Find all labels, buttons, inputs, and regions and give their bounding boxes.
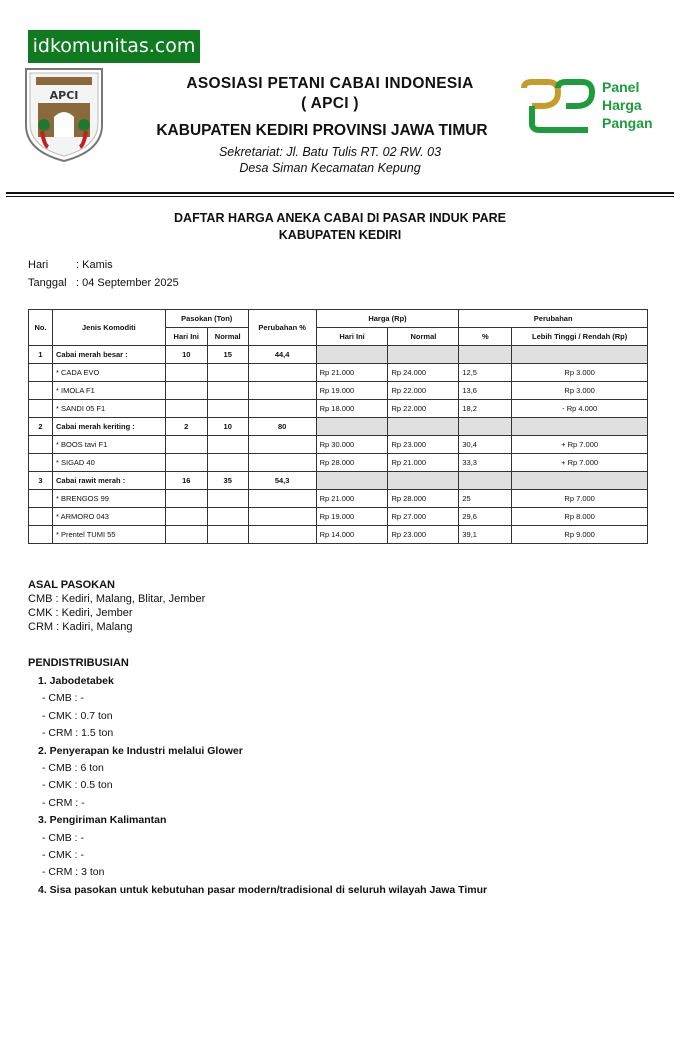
asal-line: CRM : Kadiri, Malang xyxy=(28,621,133,633)
cell-h-normal xyxy=(388,472,459,490)
cell-lebih xyxy=(512,418,648,436)
cell-pct: 13,6 xyxy=(459,382,512,400)
table-row xyxy=(29,526,648,544)
cell-pct: 39,1 xyxy=(459,526,512,544)
cell-p-hari xyxy=(165,508,207,526)
cell-h-hari: Rp 30.000 xyxy=(316,436,388,454)
document-title-line-1: DAFTAR HARGA ANEKA CABAI DI PASAR INDUK PARE xyxy=(174,211,506,225)
cell-lebih xyxy=(512,346,648,364)
cell-p-pct xyxy=(248,454,316,472)
cell-h-hari: Rp 18.000 xyxy=(316,400,388,418)
logo-line-1: Panel xyxy=(602,79,640,95)
cell-jenis: * Prentel TUMI 55 xyxy=(52,526,165,544)
address-line-1: Sekretariat: Jl. Batu Tulis RT. 02 RW. 03 xyxy=(218,145,442,159)
pendistribusian-title xyxy=(28,656,129,670)
header-harga-hari-ini: Hari Ini xyxy=(316,328,388,346)
cell-h-normal: Rp 28.000 xyxy=(388,490,459,508)
cell-h-hari: Rp 21.000 xyxy=(316,364,388,382)
cell-p-pct xyxy=(248,400,316,418)
cell-p-hari: 10 xyxy=(165,346,207,364)
cell-p-normal xyxy=(207,364,248,382)
table-row xyxy=(29,454,648,472)
cell-lebih: Rp 3.000 xyxy=(512,364,648,382)
logo-line-3: Pangan xyxy=(602,115,653,131)
table-row xyxy=(29,490,648,508)
dist-subitem: - CMB : - xyxy=(42,692,84,705)
header-harga: Harga (Rp) xyxy=(316,310,459,328)
dist-subitem: - CRM : - xyxy=(42,796,85,809)
price-table xyxy=(28,309,648,544)
cell-jenis: Cabai merah besar : xyxy=(52,346,165,364)
document-title-line-2: KABUPATEN KEDIRI xyxy=(278,228,402,242)
watermark-label: idkomunitas.com xyxy=(28,30,200,63)
asal-line: CMB : Kediri, Malang, Blitar, Jember xyxy=(28,593,206,605)
hari-value: : Kamis xyxy=(76,259,113,271)
cell-p-hari xyxy=(165,364,207,382)
cell-p-normal: 10 xyxy=(207,418,248,436)
header-perubahan-pct: Perubahan % xyxy=(248,310,316,346)
cell-pct xyxy=(459,346,512,364)
cell-h-hari: Rp 28.000 xyxy=(316,454,388,472)
cell-no: 2 xyxy=(29,418,53,436)
cell-lebih: + Rp 7.000 xyxy=(512,436,648,454)
cell-lebih: Rp 8.000 xyxy=(512,508,648,526)
dist-subitem: - CMB : 6 ton xyxy=(42,762,104,775)
meta-tanggal xyxy=(28,277,179,289)
cell-p-pct: 44,4 xyxy=(248,346,316,364)
cell-h-normal: Rp 21.000 xyxy=(388,454,459,472)
cell-h-hari: Rp 19.000 xyxy=(316,382,388,400)
pendistribusian-list xyxy=(38,673,487,899)
header-divider xyxy=(6,192,674,194)
cell-jenis: * SANDI 05 F1 xyxy=(52,400,165,418)
cell-no xyxy=(29,454,53,472)
cell-jenis: * IMOLA F1 xyxy=(52,382,165,400)
cell-p-hari xyxy=(165,400,207,418)
cell-h-hari: Rp 14.000 xyxy=(316,526,388,544)
cell-p-normal xyxy=(207,400,248,418)
cell-h-normal: Rp 23.000 xyxy=(388,526,459,544)
meta-hari xyxy=(28,259,113,271)
cell-pct: 29,6 xyxy=(459,508,512,526)
dist-subitem: - CMK : 0.7 ton xyxy=(42,709,113,722)
cell-h-hari xyxy=(316,472,388,490)
cell-h-hari xyxy=(316,346,388,364)
dist-subitem: - CMB : - xyxy=(42,831,84,844)
cell-p-pct: 80 xyxy=(248,418,316,436)
cell-p-normal: 15 xyxy=(207,346,248,364)
asal-pasokan-title: ASAL PASOKAN xyxy=(28,579,115,591)
cell-p-pct xyxy=(248,508,316,526)
cell-p-pct: 54,3 xyxy=(248,472,316,490)
header-jenis: Jenis Komoditi xyxy=(52,310,165,346)
cell-h-normal: Rp 27.000 xyxy=(388,508,459,526)
cell-h-hari xyxy=(316,418,388,436)
header-normal: Normal xyxy=(207,328,248,346)
cell-jenis: * BRENGOS 99 xyxy=(52,490,165,508)
cell-p-hari: 16 xyxy=(165,472,207,490)
cell-h-normal: Rp 22.000 xyxy=(388,400,459,418)
cell-p-hari: 2 xyxy=(165,418,207,436)
cell-lebih xyxy=(512,472,648,490)
cell-h-normal: Rp 22.000 xyxy=(388,382,459,400)
logo-line-2: Harga xyxy=(602,97,642,113)
org-abbrev: ( APCI ) xyxy=(301,95,359,112)
org-region: KABUPATEN KEDIRI PROVINSI JAWA TIMUR xyxy=(156,122,488,139)
table-row xyxy=(29,382,648,400)
cell-p-pct xyxy=(248,490,316,508)
cell-p-pct xyxy=(248,526,316,544)
org-name: ASOSIASI PETANI CABAI INDONESIA xyxy=(186,75,474,92)
cell-h-hari: Rp 19.000 xyxy=(316,508,388,526)
dist-subitem: - CRM : 1.5 ton xyxy=(42,727,114,740)
cell-jenis: * BOOS tavi F1 xyxy=(52,436,165,454)
cell-h-normal xyxy=(388,346,459,364)
cell-pct xyxy=(459,472,512,490)
dist-subitem: - CMK : 0.5 ton xyxy=(42,779,113,792)
cell-h-hari: Rp 21.000 xyxy=(316,490,388,508)
dist-item-1: 1. Jabodetabek xyxy=(38,675,114,687)
tanggal-label: Tanggal xyxy=(28,277,67,289)
cell-h-normal: Rp 24.000 xyxy=(388,364,459,382)
cell-p-normal xyxy=(207,526,248,544)
cell-h-normal: Rp 23.000 xyxy=(388,436,459,454)
cell-lebih: - Rp 4.000 xyxy=(512,400,648,418)
cell-no xyxy=(29,526,53,544)
cell-jenis: * SIGAD 40 xyxy=(52,454,165,472)
header-harga-normal: Normal xyxy=(388,328,459,346)
header-divider-thin xyxy=(6,196,674,197)
cell-h-normal xyxy=(388,418,459,436)
hari-label: Hari xyxy=(28,259,49,271)
header-pasokan: Pasokan (Ton) xyxy=(165,310,248,328)
dist-item-2: 2. Penyerapan ke Industri melalui Glower xyxy=(38,744,243,757)
cell-no: 3 xyxy=(29,472,53,490)
asal-line: CMK : Kediri, Jember xyxy=(28,607,133,619)
cell-p-hari xyxy=(165,526,207,544)
cell-pct: 18,2 xyxy=(459,400,512,418)
header-hari-ini: Hari Ini xyxy=(165,328,207,346)
cell-p-normal xyxy=(207,454,248,472)
cell-p-normal xyxy=(207,490,248,508)
panel-harga-pangan-text xyxy=(602,78,653,132)
table-row xyxy=(29,400,648,418)
org-title xyxy=(150,74,510,114)
document-title xyxy=(120,210,560,244)
cell-lebih: Rp 7.000 xyxy=(512,490,648,508)
apci-logo-text: APCI xyxy=(49,89,79,102)
table-row xyxy=(29,364,648,382)
cell-p-normal xyxy=(207,436,248,454)
table-row xyxy=(29,436,648,454)
cell-p-normal xyxy=(207,508,248,526)
table-group-row xyxy=(29,346,648,364)
table-group-row xyxy=(29,472,648,490)
apci-logo xyxy=(22,65,106,163)
cell-p-pct xyxy=(248,364,316,382)
cell-no xyxy=(29,436,53,454)
cell-pct: 12,5 xyxy=(459,364,512,382)
asal-pasokan-section xyxy=(28,578,205,634)
cell-pct: 25 xyxy=(459,490,512,508)
header-lebih: Lebih Tinggi / Rendah (Rp) xyxy=(512,328,648,346)
cell-jenis: Cabai rawit merah : xyxy=(52,472,165,490)
cell-no xyxy=(29,400,53,418)
cell-no xyxy=(29,382,53,400)
table-row xyxy=(29,508,648,526)
cell-p-hari xyxy=(165,490,207,508)
cell-p-normal: 35 xyxy=(207,472,248,490)
tanggal-value: : 04 September 2025 xyxy=(76,277,179,289)
cell-jenis: * CADA EVO xyxy=(52,364,165,382)
cell-p-pct xyxy=(248,436,316,454)
cell-pct: 30,4 xyxy=(459,436,512,454)
pendistribusian-heading: PENDISTRIBUSIAN xyxy=(28,657,129,669)
dist-item-4: 4. Sisa pasokan untuk kebutuhan pasar modern/tradisional di seluruh wilayah Jawa Timur xyxy=(38,883,488,896)
cell-p-hari xyxy=(165,454,207,472)
cell-no xyxy=(29,490,53,508)
dist-item-3: 3. Pengiriman Kalimantan xyxy=(38,814,167,827)
header-pct: % xyxy=(459,328,512,346)
cell-jenis: * ARMORO 043 xyxy=(52,508,165,526)
header-perubahan: Perubahan xyxy=(459,310,648,328)
cell-p-pct xyxy=(248,382,316,400)
cell-p-normal xyxy=(207,382,248,400)
cell-jenis: Cabai merah keriting : xyxy=(52,418,165,436)
cell-no xyxy=(29,364,53,382)
cell-no: 1 xyxy=(29,346,53,364)
header-no: No. xyxy=(29,310,53,346)
cell-p-hari xyxy=(165,436,207,454)
dist-subitem: - CMK : - xyxy=(42,849,84,862)
cell-p-hari xyxy=(165,382,207,400)
cell-lebih: Rp 3.000 xyxy=(512,382,648,400)
table-group-row xyxy=(29,418,648,436)
address-line-2: Desa Siman Kecamatan Kepung xyxy=(239,161,421,175)
cell-pct: 33,3 xyxy=(459,454,512,472)
cell-lebih: Rp 9.000 xyxy=(512,526,648,544)
cell-pct xyxy=(459,418,512,436)
dist-subitem: - CRM : 3 ton xyxy=(42,866,105,879)
cell-lebih: + Rp 7.000 xyxy=(512,454,648,472)
cell-no xyxy=(29,508,53,526)
